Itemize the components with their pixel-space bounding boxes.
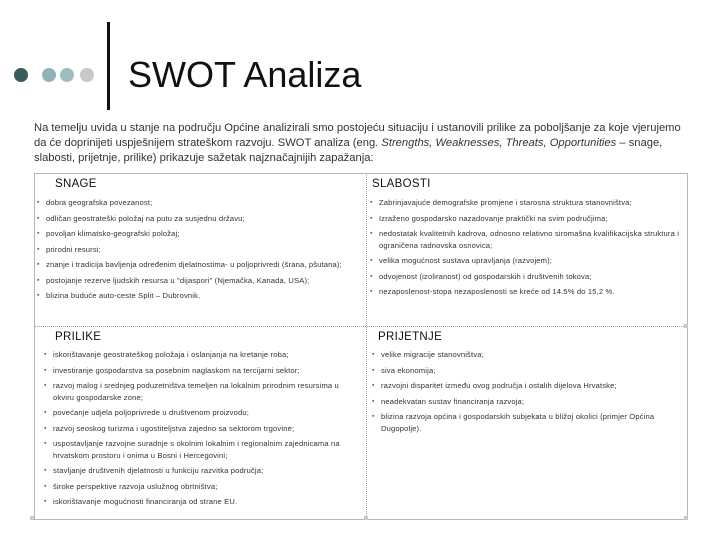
list-item: ▪ široke perspektive razvoja uslužnog obrtništva;: [44, 481, 362, 493]
list-item: ▪ nedostatak kvalitetnih kadrova, odnosno relativno siromašna kvalifikacijska struktura i ograničena radnovska osnovica;: [370, 228, 682, 251]
list-item: ▪ povećanje udjela poljoprivrede u društvenom proizvodu;: [44, 407, 362, 419]
corner-marker: [30, 516, 34, 520]
list-item: ▪ prirodni resursi;: [37, 244, 359, 256]
slabosti-header: SLABOSTI: [372, 178, 431, 190]
list-item: ▪ neadekvatan sustav financiranja razvoja;: [372, 396, 682, 408]
grid-vertical-divider: [366, 173, 368, 518]
list-item: ▪ velike migracije stanovništva;: [372, 349, 682, 361]
list-item: ▪ iskorištavanje mogućnosti financiranja od strane EU.: [44, 496, 362, 508]
list-item: ▪ odličan geostrateški položaj na putu za susjednu državu;: [37, 213, 359, 225]
prijetnje-header: PRIJETNJE: [378, 331, 443, 343]
list-item: ▪ blizina razvoja općina i gospodarskih subjekata u bližoj okolici (primjer Općina Dugopolje).: [372, 411, 682, 434]
list-item: ▪ razvoj malog i srednjeg poduzetništva temeljen na lokalnim prirodnim resursima u okviru gospodarske zone;: [44, 380, 362, 403]
list-item: ▪ znanje i tradicija bavljenja određenim djelatnostima- u poljoprivredi (šrana, pšutana);: [37, 259, 359, 271]
bullet-dot-light: [80, 68, 94, 82]
bullet-dot-dark: [14, 68, 28, 82]
list-item: ▪ Izraženo gospodarsko nazadovanje praktički na svim područjima;: [370, 213, 682, 225]
corner-marker: [684, 516, 688, 520]
slabosti-list: [370, 197, 682, 302]
list-item: ▪ uspostavljanje razvojne suradnje s okolnim lokalnim i regionalnim zajednicama na hrvatskom prostoru i onima u Bosni i Hercegovini;: [44, 438, 362, 461]
list-item: ▪ postojanje rezerve ljudskih resursa u "dijaspori" (Njemačka, Kanada, USA);: [37, 275, 359, 287]
list-item: ▪ Zabrinjavajuće demografske promjene i starosna struktura stanovništva;: [370, 197, 682, 209]
prijetnje-list: [372, 349, 682, 438]
list-item: ▪ dobra geografska povezanost;: [37, 197, 359, 209]
list-item: ▪ odvojenost (izoliranost) od gospodarskih i društvenih tokova;: [370, 271, 682, 283]
corner-marker: [364, 516, 368, 520]
intro-paragraph: [34, 121, 684, 166]
grid-horizontal-divider: [34, 326, 686, 328]
list-item: ▪ investiranje gospodarstva sa posebnim naglaskom na tercijarni sektor;: [44, 365, 362, 377]
snage-header: SNAGE: [55, 178, 97, 190]
prilike-list: [44, 349, 362, 512]
bullet-dot-mid: [42, 68, 56, 82]
list-item: ▪ stavljanje društvenih djelatnosti u funkciju razvitka područja;: [44, 465, 362, 477]
list-item: ▪ razvojni disparitet između ovog područja i ostalih dijelova Hrvatske;: [372, 380, 682, 392]
intro-text-1: Na temelju uvida u stanje na području Općine analizirali smo postojeću situaciju i ustanovili prilike za poboljšanje za koje vjerujemo da će doprinijeti uspješnijem strateškom razvoju. SWOT analiza (eng.: [34, 122, 681, 149]
list-item: ▪ iskorištavanje geostrateškog položaja i oslanjanja na kretanje roba;: [44, 349, 362, 361]
list-item: ▪ nezaposlenost-stopa nezaposlenosti se kreće od 14.5% do 15,2 %.: [370, 286, 682, 298]
intro-terms: Strengths, Weaknesses, Threats, Opportunities: [381, 137, 617, 149]
list-item: ▪ blizina buduće auto-ceste Split – Dubrovnik.: [37, 290, 359, 302]
title-divider: [107, 22, 110, 110]
intro-text-2: – snage, slabosti, prijetnje, prilike) prikazuje sažetak najznačajnijih zapažanja:: [34, 137, 663, 164]
corner-marker: [684, 324, 688, 328]
list-item: ▪ velika mogućnost sustava upravljanja (razvojem);: [370, 255, 682, 267]
prilike-header: PRILIKE: [55, 331, 102, 343]
bullet-dot-mid-2: [60, 68, 74, 82]
list-item: ▪ razvoj seoskog turizma i ugostiteljstva zajedno sa sektorom trgovine;: [44, 423, 362, 435]
list-item: ▪ siva ekonomija;: [372, 365, 682, 377]
snage-list: [37, 197, 359, 306]
list-item: ▪ povoljan klimatsko-geografski položaj;: [37, 228, 359, 240]
page-title: SWOT Analiza: [128, 54, 362, 95]
